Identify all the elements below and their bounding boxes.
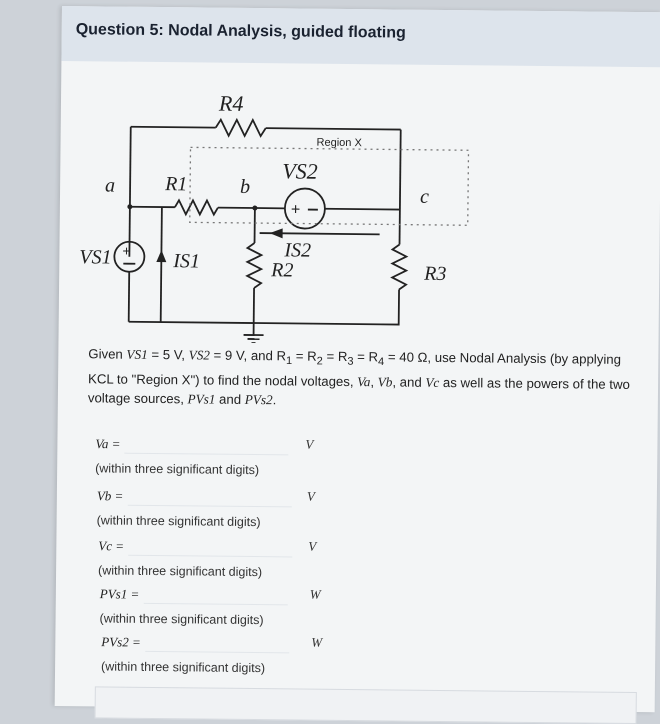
answer-vb-hint: (within three significant digits) — [97, 513, 357, 530]
circuit-diagram — [78, 71, 501, 345]
answer-va-symbol: Va = — [95, 436, 120, 451]
given-text-8: , — [370, 374, 377, 389]
r2-resistor — [247, 243, 261, 288]
r2-label: R2 — [270, 259, 293, 281]
r3-label: R3 — [423, 263, 446, 285]
answer-pvs2-unit: W — [311, 635, 322, 651]
given-vb: Vb — [378, 374, 393, 389]
given-vc: Vc — [425, 374, 439, 389]
given-text-5: = R — [323, 349, 348, 364]
given-pvs1: PVs1 — [188, 391, 216, 406]
answer-vb-unit: V — [307, 489, 315, 505]
wire-vs2-c — [325, 209, 400, 210]
answer-va-unit: V — [305, 437, 313, 453]
given-vs2: VS2 — [189, 347, 210, 362]
answer-vc-hint: (within three significant digits) — [98, 563, 358, 580]
vs1-wire-bottom — [129, 272, 130, 322]
r1-label: R1 — [164, 173, 187, 195]
r1-resistor — [175, 200, 218, 214]
given-text-12: . — [273, 392, 277, 407]
node-b-label: b — [240, 176, 250, 198]
node-a-label: a — [105, 174, 115, 196]
wire-top-left — [131, 127, 216, 128]
wire-right-top — [400, 130, 401, 245]
vs1-plus: + — [122, 243, 130, 259]
given-text-10: as well as the powers of the two voltage sources, — [88, 375, 630, 406]
vb-input[interactable] — [128, 487, 292, 508]
wire-right-bottom — [129, 287, 399, 325]
answer-pvs1 — [100, 584, 360, 628]
answer-pvs1-symbol: PVs1 = — [100, 586, 140, 601]
given-pvs2: PVs2 — [245, 392, 273, 407]
problem-statement — [88, 344, 634, 412]
region-x-label: Region X — [317, 137, 363, 149]
is2-arrow — [270, 228, 283, 238]
wire-left-top — [130, 127, 131, 207]
answer-va-hint: (within three significant digits) — [95, 461, 355, 478]
question-header — [61, 6, 660, 67]
given-text-4: = R — [292, 348, 317, 363]
given-sub-4: 4 — [378, 356, 384, 368]
wire-top-right — [266, 128, 401, 129]
given-vs1: VS1 — [126, 347, 147, 362]
answer-vc-symbol: Vc = — [98, 538, 124, 553]
r4-resistor — [216, 120, 266, 137]
given-sub-2: 2 — [317, 355, 323, 367]
answer-vc-unit: V — [308, 539, 316, 555]
given-text-9: , and — [392, 374, 425, 389]
pvs1-input[interactable] — [144, 585, 288, 606]
r4-label: R4 — [218, 91, 244, 116]
answer-vb-symbol: Vb = — [97, 488, 124, 503]
is1-wire — [161, 207, 162, 322]
is1-label: IS1 — [172, 250, 200, 272]
r3-resistor — [392, 244, 406, 289]
vs2-plus: + — [291, 201, 301, 218]
question-title: Question 5: Nodal Analysis, guided floating — [76, 21, 406, 42]
given-text-3: = 9 V, and R — [210, 348, 286, 364]
is1-arrow — [156, 250, 166, 262]
answer-pvs2-symbol: PVs2 = — [101, 634, 141, 649]
answer-pvs1-hint: (within three significant digits) — [100, 611, 360, 628]
vs1-label: VS1 — [79, 246, 111, 268]
given-sub-3: 3 — [347, 356, 353, 368]
node-c-label: c — [420, 186, 429, 208]
pvs2-input[interactable] — [145, 633, 289, 654]
answer-vc — [98, 536, 358, 580]
given-sub-1: 1 — [286, 355, 292, 367]
given-text-1: Given — [88, 346, 126, 361]
vs2-label: VS2 — [282, 158, 318, 183]
va-input[interactable] — [125, 435, 289, 456]
given-va: Va — [357, 374, 370, 389]
given-text-11: and — [215, 391, 244, 406]
given-text-7: = 40 Ω, use Nodal Analysis (by applying KCL to "Region X") to find the nodal voltages, — [88, 349, 621, 388]
answer-pvs2-hint: (within three significant digits) — [101, 659, 361, 676]
vc-input[interactable] — [128, 537, 292, 558]
answer-va — [95, 434, 355, 478]
node-b-dot — [252, 206, 257, 211]
given-text-6: = R — [353, 349, 378, 364]
given-text-2: = 5 V, — [148, 347, 189, 362]
answer-vb — [97, 486, 357, 530]
question-card — [55, 6, 660, 712]
answer-pvs1-unit: W — [310, 587, 321, 603]
is2-label: IS2 — [283, 239, 311, 261]
node-a-dot — [127, 204, 132, 209]
next-section-box — [95, 686, 637, 724]
answer-pvs2 — [101, 632, 361, 676]
